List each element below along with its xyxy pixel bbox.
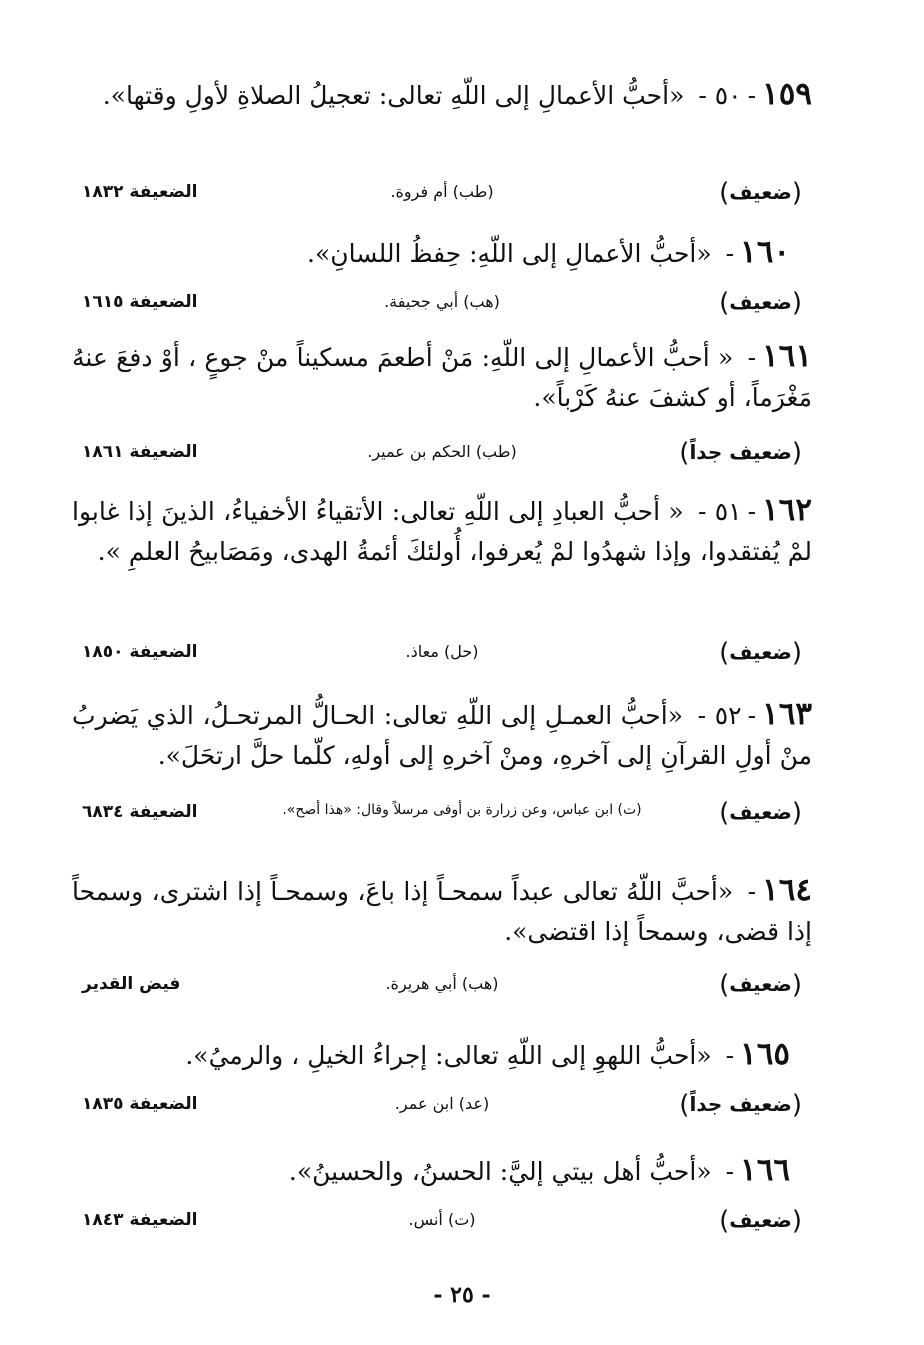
source-citation: (طب) أم فروة. bbox=[390, 182, 494, 201]
hadith-entry bbox=[72, 870, 812, 952]
source-citation: (حل) معاذ. bbox=[405, 642, 479, 661]
source-citation: (ت) أنس. bbox=[408, 1210, 476, 1229]
hadith-number: ١٦٥ bbox=[740, 1036, 790, 1072]
hadith-reference bbox=[72, 966, 812, 1010]
grade-label: (ضعيف) bbox=[719, 638, 802, 668]
hadith-text: «أحبَّ اللّهُ تعالى عبداً سمحـاً إذا باعَ، وسمحـاً إذا اشترى، وسمحاً إذا قضى، وسمحاً إذا اقتضى». bbox=[72, 877, 812, 946]
book-reference: الضعيفة ١٦١٥ bbox=[82, 292, 198, 312]
hadith-body: ١٥٩-٥٠ - «أحبُّ الأعمالِ إلى اللّهِ تعالى: تعجيلُ الصلاةِ لأولِ وقتها». bbox=[102, 76, 812, 112]
hadith-body: ١٦١- « أحبُّ الأعمالِ إلى اللّهِ: مَنْ أطعمَ مسكيناً منْ جوعٍ ، أوْ دفعَ عنهُ مَغْرَماً، أو كشفَ عنهُ كَرْباً». bbox=[72, 338, 812, 412]
hadith-reference bbox=[72, 794, 812, 838]
book-reference: الضعيفة ١٨٣٢ bbox=[82, 182, 198, 202]
hadith-entry bbox=[72, 1150, 812, 1192]
hadith-entry bbox=[72, 694, 812, 776]
hadith-entry bbox=[72, 490, 812, 572]
book-reference: فيض القدير bbox=[82, 974, 181, 994]
hadith-number: ١٦٠ bbox=[740, 234, 790, 270]
hadith-body: ١٦٥- «أحبُّ اللهوِ إلى اللّهِ تعالى: إجراءُ الخيلِ ، والرميُ». bbox=[185, 1036, 790, 1072]
hadith-number: ١٦٤ bbox=[762, 872, 812, 908]
secondary-number: ٥١ bbox=[714, 497, 742, 526]
source-citation: (ت) ابن عباس، وعن زرارة بن أوفى مرسلاً وقال: «هذا أصح». bbox=[282, 802, 642, 818]
hadith-text: «أحبُّ الأعمالِ إلى اللّهِ: حِفظُ اللسانِ». bbox=[307, 239, 712, 268]
hadith-body: ١٦٣-٥٢ - «أحبُّ العمـلِ إلى اللّهِ تعالى: الحـالُّ المرتحـلُ، الذي يَضربُ منْ أولِ القرآنِ إلى آخرهِ، ومنْ آخرهِ إلى أولهِ، كلّما حلَّ ارتحَلَ». bbox=[72, 696, 812, 770]
book-reference: الضعيفة ١٨٤٣ bbox=[82, 1210, 198, 1230]
grade-label: (ضعيف جداً) bbox=[679, 1090, 802, 1120]
hadith-body: ١٦٤- «أحبَّ اللّهُ تعالى عبداً سمحـاً إذا باعَ، وسمحـاً إذا اشترى، وسمحاً إذا قضى، وسمحاً إذا اقتضى». bbox=[72, 872, 812, 946]
source-citation: (هب) أبي جحيفة. bbox=[384, 292, 500, 311]
hadith-reference bbox=[72, 1086, 812, 1130]
hadith-entry bbox=[72, 232, 812, 274]
hadith-text: « أحبُّ الأعمالِ إلى اللّهِ: مَنْ أطعمَ مسكيناً منْ جوعٍ ، أوْ دفعَ عنهُ مَغْرَماً، أو كشفَ عنهُ كَرْباً». bbox=[72, 343, 812, 412]
hadith-reference bbox=[72, 284, 812, 328]
grade-label: (ضعيف) bbox=[719, 288, 802, 318]
secondary-number: ٥٢ bbox=[714, 701, 742, 730]
grade-label: (ضعيف) bbox=[719, 970, 802, 1000]
grade-label: (ضعيف) bbox=[719, 798, 802, 828]
page-number: - ٢٥ - bbox=[433, 1282, 491, 1308]
book-reference: الضعيفة ١٨٥٠ bbox=[82, 642, 198, 662]
hadith-body: ١٦٢-٥١ - « أحبُّ العبادِ إلى اللّهِ تعالى: الأتقياءُ الأخفياءُ، الذينَ إذا غابوا لمْ يُفتقدوا، وإذا شهدُوا لمْ يُعرفوا، أُولئكَ أئمةُ الهدى، ومَصَابيحُ العلمِ ». bbox=[72, 492, 812, 566]
book-reference: الضعيفة ١٨٦١ bbox=[82, 442, 198, 462]
hadith-number: ١٦٢ bbox=[762, 492, 812, 528]
hadith-number: ١٦٣ bbox=[762, 696, 812, 732]
hadith-body: ١٦٠- «أحبُّ الأعمالِ إلى اللّهِ: حِفظُ اللسانِ». bbox=[307, 234, 790, 270]
hadith-text: «أحبُّ أهل بيتي إليَّ: الحسنُ، والحسينُ». bbox=[288, 1157, 712, 1186]
grade-label: (ضعيف) bbox=[719, 1206, 802, 1236]
secondary-number: ٥٠ bbox=[714, 81, 742, 110]
grade-label: (ضعيف جداً) bbox=[679, 438, 802, 468]
source-citation: (طب) الحكم بن عمير. bbox=[367, 442, 517, 461]
source-citation: (عد) ابن عمر. bbox=[394, 1094, 490, 1113]
hadith-text: « أحبُّ العبادِ إلى اللّهِ تعالى: الأتقياءُ الأخفياءُ، الذينَ إذا غابوا لمْ يُفتقدوا، وإذا شهدُوا لمْ يُعرفوا، أُولئكَ أئمةُ الهدى، ومَصَابيحُ العلمِ ». bbox=[72, 497, 812, 566]
hadith-number: ١٦٦ bbox=[740, 1152, 790, 1188]
hadith-number: ١٥٩ bbox=[762, 76, 812, 112]
hadith-text: «أحبُّ اللهوِ إلى اللّهِ تعالى: إجراءُ الخيلِ ، والرميُ». bbox=[185, 1041, 712, 1070]
hadith-reference bbox=[72, 174, 812, 218]
hadith-reference bbox=[72, 1202, 812, 1246]
hadith-text: «أحبُّ العمـلِ إلى اللّهِ تعالى: الحـالُّ المرتحـلُ، الذي يَضربُ منْ أولِ القرآنِ إلى آخرهِ، ومنْ آخرهِ إلى أولهِ، كلّما حلَّ ارتحَلَ». bbox=[72, 701, 812, 770]
hadith-number: ١٦١ bbox=[762, 338, 812, 374]
hadith-entry bbox=[72, 336, 812, 418]
hadith-body: ١٦٦- «أحبُّ أهل بيتي إليَّ: الحسنُ، والحسينُ». bbox=[288, 1152, 790, 1188]
hadith-entry bbox=[72, 74, 812, 116]
source-citation: (هب) أبي هريرة. bbox=[385, 974, 499, 993]
hadith-entry bbox=[72, 1034, 812, 1076]
book-reference: الضعيفة ١٨٣٥ bbox=[82, 1094, 198, 1114]
hadith-reference bbox=[72, 434, 812, 478]
grade-label: (ضعيف) bbox=[719, 178, 802, 208]
hadith-text: «أحبُّ الأعمالِ إلى اللّهِ تعالى: تعجيلُ الصلاةِ لأولِ وقتها». bbox=[102, 81, 685, 110]
book-reference: الضعيفة ٦٨٣٤ bbox=[82, 802, 198, 822]
hadith-reference bbox=[72, 634, 812, 678]
